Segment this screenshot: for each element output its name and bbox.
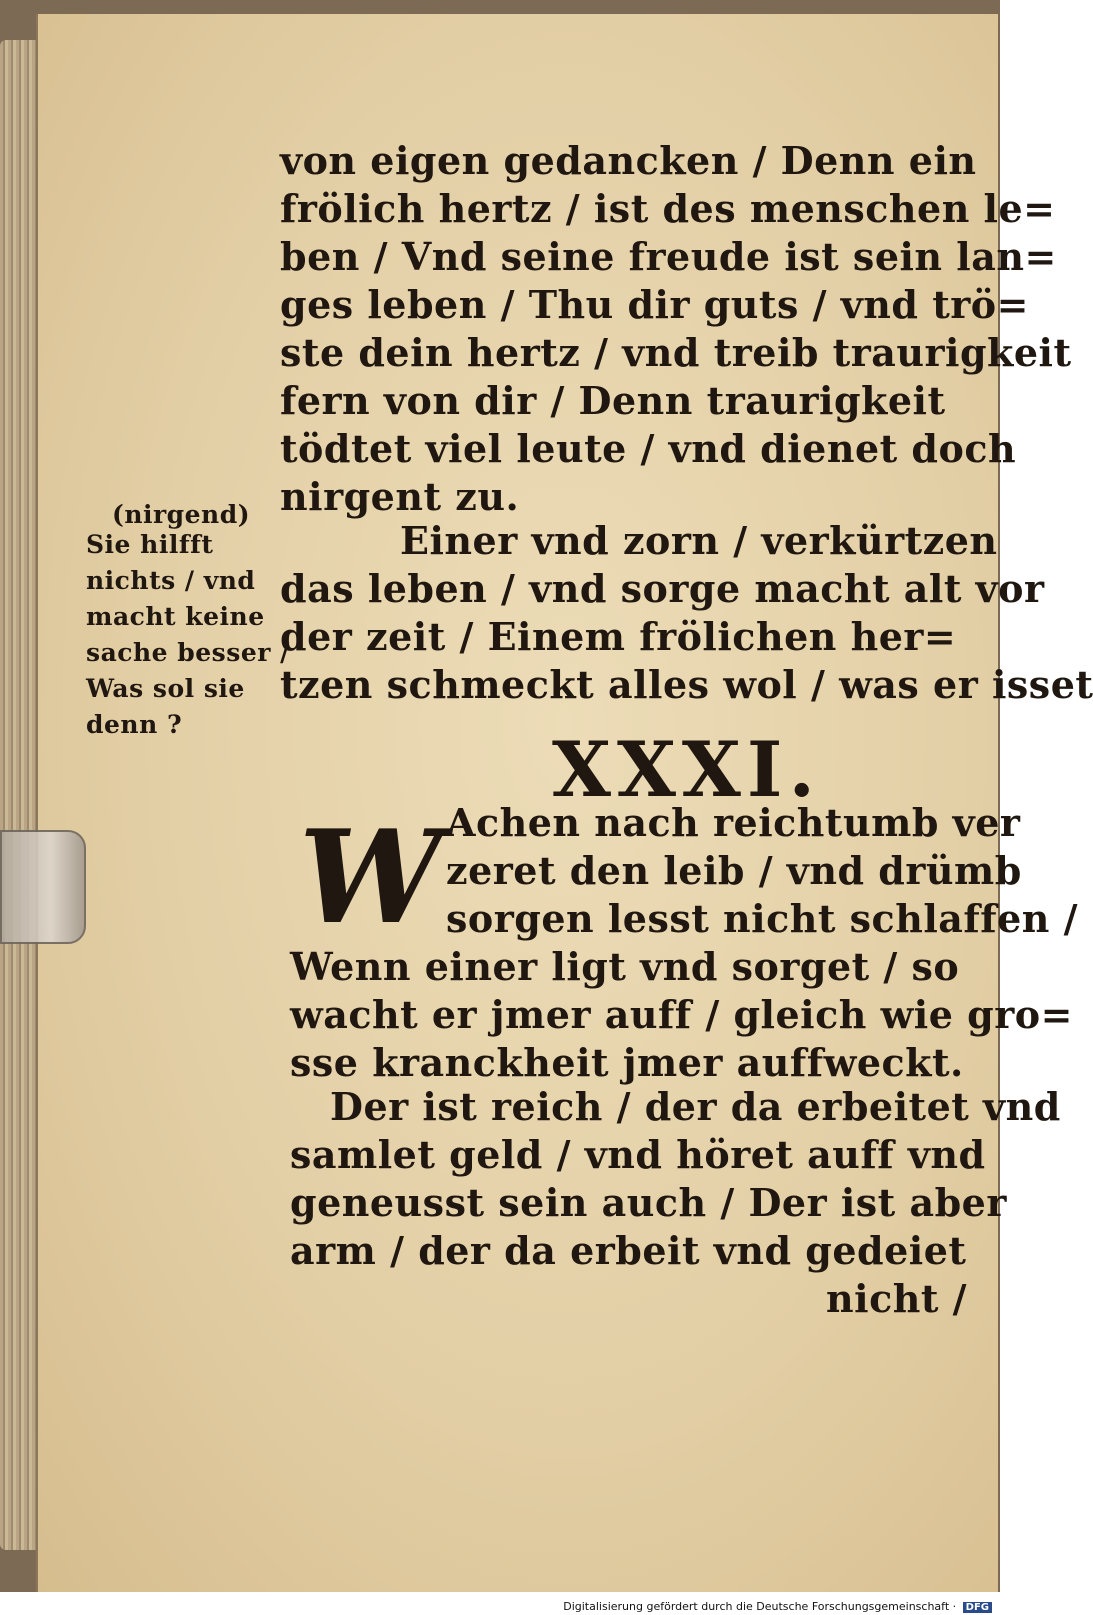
dfg-logo: DFG — [963, 1602, 992, 1613]
margin-note-line: nichts / vnd — [86, 566, 256, 595]
page-clip — [0, 830, 86, 944]
text-line: Achen nach reichtumb ver — [446, 800, 1021, 845]
margin-note-line: Was sol sie — [86, 674, 245, 703]
text-line: fern von dir / Denn traurigkeit — [280, 378, 946, 423]
text-line: geneusst sein auch / Der ist aber — [290, 1180, 1007, 1225]
text-line: ges leben / Thu dir guts / vnd trö= — [280, 282, 1029, 327]
text-line: frölich hertz / ist des menschen le= — [280, 186, 1056, 231]
text-line: sse kranckheit jmer auffweckt. — [290, 1040, 964, 1085]
margin-note-line: Sie hilfft — [86, 530, 214, 559]
margin-note-line: (nirgend) — [112, 500, 251, 529]
text-line: nirgent zu. — [280, 474, 520, 519]
text-line: Der ist reich / der da erbeitet vnd — [330, 1084, 1061, 1129]
text-line: samlet geld / vnd höret auff vnd — [290, 1132, 986, 1177]
decorated-initial: W — [298, 803, 444, 953]
margin-note-line: sache besser / — [86, 638, 290, 667]
text-line: arm / der da erbeit vnd gedeiet — [290, 1228, 967, 1273]
margin-note-line: macht keine — [86, 602, 265, 631]
text-line: ben / Vnd seine freude ist sein lan= — [280, 234, 1057, 279]
credit-text: Digitalisierung gefördert durch die Deutsche Forschungsgemeinschaft · — [563, 1600, 957, 1613]
text-line: sorgen lesst nicht schlaffen / — [446, 896, 1078, 941]
text-line: tzen schmeckt alles wol / was er isset — [280, 662, 1093, 707]
text-line: von eigen gedancken / Denn ein — [280, 138, 977, 183]
text-line: tödtet viel leute / vnd dienet doch — [280, 426, 1017, 471]
text-line: Einer vnd zorn / verkürtzen — [400, 518, 998, 563]
digitization-credit — [563, 1600, 992, 1613]
text-line: zeret den leib / vnd drümb — [446, 848, 1022, 893]
margin-note-line: denn ? — [86, 710, 183, 739]
text-line: der zeit / Einem frölichen her= — [280, 614, 957, 659]
text-line: wacht er jmer auff / gleich wie gro= — [290, 992, 1073, 1037]
text-line: Wenn einer ligt vnd sorget / so — [290, 944, 960, 989]
catchword: nicht / — [826, 1276, 967, 1321]
text-line: ste dein hertz / vnd treib traurigkeit — [280, 330, 1072, 375]
text-line: das leben / vnd sorge macht alt vor — [280, 566, 1045, 611]
chapter-heading: XXXI. — [552, 725, 821, 814]
